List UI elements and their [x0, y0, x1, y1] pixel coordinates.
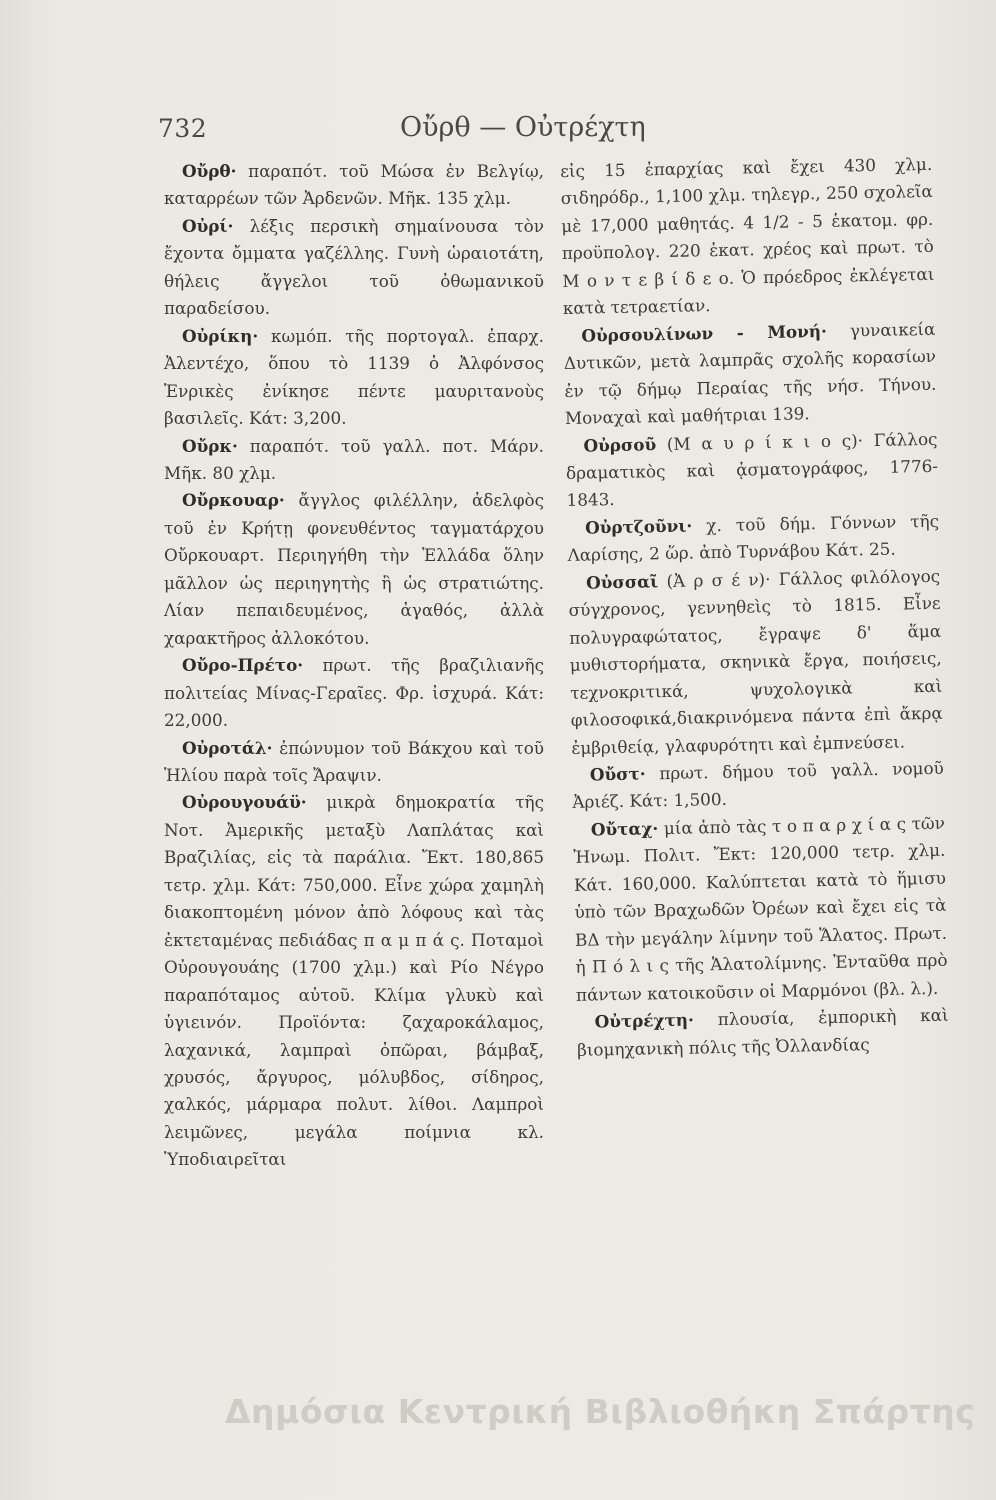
dictionary-entry: [572, 755, 945, 817]
dictionary-entry: [164, 213, 544, 323]
entry-headword: Οὔταχ·: [590, 818, 659, 840]
page-header: [150, 108, 790, 148]
right-column: [560, 151, 949, 1064]
dictionary-entry: [567, 508, 940, 570]
entry-text: (Μ α υ ρ ί κ ι ο ς)· Γάλλος δραματικὸς καὶ ᾀσματογράφος, 1776-1843.: [565, 428, 939, 511]
entry-headword: Οὔρκ·: [182, 435, 238, 456]
entry-text: λέξις περσικὴ σημαίνουσα τὸν ἔχοντα ὄμματα γαζέλλης. Γυνὴ ὡραιοτάτη, θήλεις ἄγγελοι τοῦ ὀθωμανικοῦ παραδείσου.: [164, 215, 544, 319]
entry-text: μία ἀπὸ τὰς τ ο π α ρ χ ί α ς τῶν Ἠνωμ. Πολιτ. Ἔκτ: 120,000 τετρ. χλμ. Κάτ. 160,000. Καλύπτεται κατὰ τὸ ἥμισυ ὑπὸ τῶν Βραχωδῶν Ὀρέων καὶ ἔχει εἰς τὰ ΒΔ τὴν μεγάλην λίμνην τοῦ Ἅλατος. Πρωτ. ἡ Π ό λ ι ς τῆς Ἁλατολίμνης. Ἐνταῦθα πρὸ πάντων κατοικοῦσιν οἱ Μαρμόνοι (βλ. λ.).: [573, 812, 948, 1005]
dictionary-entry: [164, 789, 544, 1173]
entry-headword: Οὐρσοῦ: [583, 433, 657, 456]
entry-headword: Οὔρκουαρ·: [182, 490, 285, 511]
library-watermark: Δημόσια Κεντρική Βιβλιοθήκη Σπάρτης: [225, 1392, 976, 1431]
dictionary-entry: [164, 158, 544, 213]
entry-text: πλουσία, ἐμπορικὴ καὶ βιομηχανικὴ πόλις τῆς Ὀλλανδίας: [576, 1004, 949, 1060]
entry-headword: Οὐροτάλ·: [182, 737, 273, 758]
dictionary-entry: [164, 735, 544, 790]
dictionary-entry: [563, 316, 937, 433]
entry-text: χ. τοῦ δήμ. Γόννων τῆς Λαρίσης, 2 ὥρ. ἀπὸ Τυρνάβου Κάτ. 25.: [567, 510, 940, 566]
page-number: 732: [158, 114, 208, 143]
entry-text: παραπότ. τοῦ γαλλ. ποτ. Μάρν. Μῆκ. 80 χλμ.: [164, 435, 544, 483]
entry-text: πρωτ. δήμου τοῦ γαλλ. νομοῦ Ἀριέζ. Κάτ: 1,500.: [572, 757, 944, 813]
entry-headword: Οὐρσουλίνων - Μονή·: [581, 320, 827, 346]
entry-headword: Οὔρο-Πρέτο·: [182, 655, 304, 676]
entry-text: κωμόπ. τῆς πορτογαλ. ἐπαρχ. Ἀλεντέχο, ὅπου τὸ 1139 ὁ Ἀλφόνσος Ἑνρικὲς ἐνίκησε πέντε μαυριτανοὺς βασιλεῖς. Κάτ: 3,200.: [164, 325, 544, 429]
entry-text: παραπότ. τοῦ Μώσα ἐν Βελγίῳ, καταρρέων τῶν Ἀρδενῶν. Μῆκ. 135 χλμ.: [164, 161, 544, 209]
entry-headword: Οὐρτζοῦνι·: [584, 515, 693, 538]
entry-text: (Ἀ ρ σ έ ν)· Γάλλος φιλόλογος σύγχρονος, γεννηθεὶς τὸ 1815. Εἶνε πολυγραφώτατος, ἔγραψε δ' ἅμα μυθιστορήματα, σκηνικὰ ἔργα, ποιήσεις, τεχνοκριτικά, ψυχολογικὰ καὶ φιλοσοφικά,διακρινόμενα πάντα ἐπὶ ἄκρᾳ ἐμβριθείᾳ, γλαφυρότητι καὶ ἐμπνεύσει.: [568, 565, 943, 758]
dictionary-entry: [164, 487, 544, 652]
entry-headword: Οὐρουγουάϋ·: [182, 792, 307, 813]
dictionary-entry: [164, 323, 544, 433]
entry-headword: Οὐσσαῖ: [585, 570, 659, 593]
dictionary-entry: [573, 810, 949, 1009]
entry-text: μικρὰ δημοκρατία τῆς Νοτ. Ἀμερικῆς μεταξὺ Λαπλάτας καὶ Βραζιλίας, εἰς τὰ παράλια. Ἔκτ. 180,865 τετρ. χλμ. Κάτ: 750,000. Εἶνε χώρα χαμηλὴ διακοπτομένη μόνον ἀπὸ λόφους καὶ τὰς ἐκτεταμένας πεδιάδας π α μ π ά ς. Ποταμοὶ Οὐρουγουάης (1700 χλμ.) καὶ Ρίο Νέγρο παραπόταμος αὐτοῦ. Κλίμα γλυκὺ καὶ ὑγιεινόν. Προϊόντα: ζαχαροκάλαμος, λαχανικά, λαμπραὶ ὀπῶραι, βάμβαξ, χρυσός, ἄργυρος, μόλυβδος, σίδηρος, χαλκός, μάρμαρα πολυτ. λίθοι. Λαμπροὶ λειμῶνες, μεγάλα ποίμνια κλ. Ὑποδιαιρεῖται: [164, 792, 544, 1170]
dictionary-entry: [164, 433, 544, 488]
dictionary-entry: [568, 563, 944, 762]
entry-headword: Οὔστ·: [589, 763, 646, 785]
left-column: [164, 158, 544, 1174]
entry-text: πρωτ. τῆς βραζιλιανῆς πολιτείας Μίνας-Γεραῖες. Φρ. ἰσχυρά. Κάτ: 22,000.: [164, 655, 544, 731]
entry-text: ἐπώνυμον τοῦ Βάκχου καὶ τοῦ Ἡλίου παρὰ τοῖς Ἄραψιν.: [164, 737, 544, 785]
entry-headword: Οὐρίκη·: [182, 325, 259, 346]
entry-headword: Οὐτρέχτη·: [594, 1009, 695, 1032]
dictionary-entry: [164, 652, 544, 734]
dictionary-entry: [576, 1002, 949, 1064]
entry-headword: Οὔρθ·: [182, 161, 237, 181]
entry-text: εἰς 15 ἐπαρχίας καὶ ἔχει 430 χλμ. σιδηρόδρ., 1,100 χλμ. τηλεγρ., 250 σχολεῖα μὲ 17,000 μαθητάς. 4 1/2 - 5 ἑκατομ. φρ. προϋπολογ. 220 ἑκατ. χρέος καὶ πρωτ. τὸ Μ ο ν τ ε β ί δ ε ο. Ὁ πρόεδρος ἐκλέγεται κατὰ τετραετίαν.: [560, 153, 935, 319]
dictionary-entry: [565, 425, 939, 514]
entry-text: γυναικεία Δυτικῶν, μετὰ λαμπρᾶς σχολῆς κορασίων ἐν τῷ δήμῳ Περαίας τῆς νήσ. Τήνου. Μοναχαὶ καὶ μαθήτριαι 139.: [563, 318, 937, 429]
entry-headword: Οὐρί·: [182, 215, 234, 236]
entry-text: ἄγγλος φιλέλλην, ἀδελφὸς τοῦ ἐν Κρήτῃ φονευθέντος ταγματάρχου Οὔρκουαρτ. Περιηγήθη τὴν Ἑλλάδα ὅλην μᾶλλον ὡς περιηγητὴς ἢ ὡς στρατιώτης. Λίαν πεπαιδευμένος, ἀγαθός, ἀλλὰ χαρακτῆρος ἀλλοκότου.: [164, 490, 544, 648]
dictionary-entry-continued: [560, 151, 935, 323]
running-head: Οὔρθ — Οὐτρέχτη: [400, 112, 646, 143]
